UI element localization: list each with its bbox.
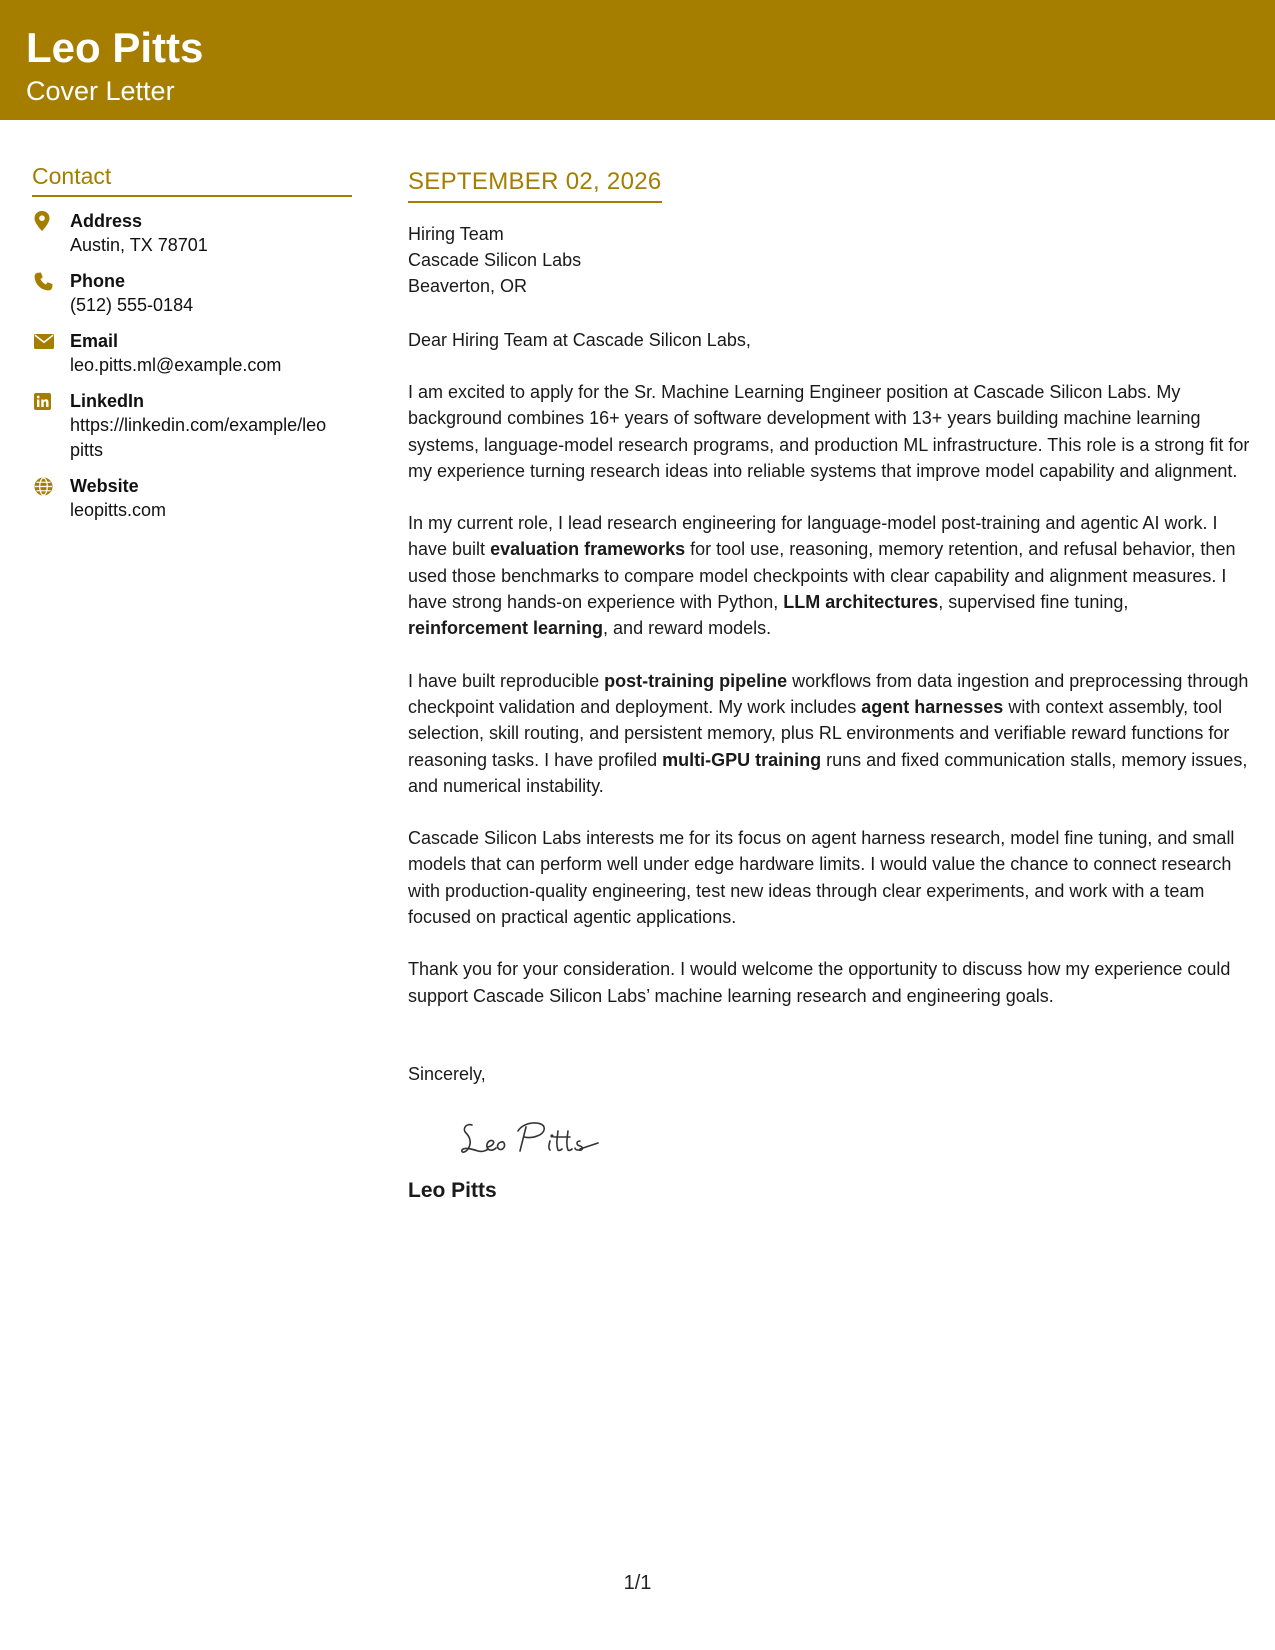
contact-value-line2: pitts — [70, 440, 104, 460]
contact-item-phone — [32, 269, 352, 318]
contact-value: (512) 555-0184 — [70, 295, 194, 315]
header-banner — [0, 0, 1275, 120]
recipient-block — [408, 221, 1253, 299]
paragraph-text: , supervised fine tuning, — [938, 592, 1129, 613]
handwritten-signature — [458, 1113, 1253, 1163]
salutation: Dear Hiring Team at Cascade Silicon Labs, — [408, 330, 751, 350]
keyword-highlight: agent harnesses — [861, 696, 1004, 717]
recipient-line: Cascade Silicon Labs — [408, 250, 582, 270]
keyword-highlight: post-training pipeline — [604, 670, 788, 691]
paragraph-2 — [408, 510, 1253, 641]
paragraph-text: with context assembly, tool selection, skill routing, and persistent memory, plus RL environments and verifiable reward functions for reasoning tasks. I have profiled — [408, 696, 1230, 770]
contact-label: Phone — [70, 271, 126, 291]
letter-date: SEPTEMBER 02, 2026 — [408, 166, 662, 203]
contact-label: Email — [70, 331, 119, 351]
paragraph-text: for tool use, reasoning, memory retention, and refusal behavior, then used those benchmarks to compare model checkpoints with clear capability and alignment measures. I have strong hands-on experience with Python, — [408, 539, 1236, 613]
contact-value: leo.pitts.ml@example.com — [70, 355, 282, 375]
paragraph-text: , and reward models. — [603, 618, 772, 639]
paragraph-text: In my current role, I lead research engineering for language-model post-training and agentic AI work. I have built — [408, 513, 1218, 560]
paragraph-3 — [408, 668, 1253, 799]
contact-sidebar — [32, 161, 352, 534]
contact-value: leopitts.com — [70, 500, 167, 520]
contact-item-email — [32, 329, 352, 378]
globe-icon — [32, 474, 70, 498]
paragraph-text: runs and fixed communication stalls, memory issues, and numerical instability. — [408, 749, 1248, 796]
keyword-highlight: evaluation frameworks — [490, 539, 686, 560]
applicant-name: Leo Pitts — [26, 24, 204, 71]
paragraph-5: Thank you for your consideration. I would welcome the opportunity to discuss how my experience could support Cascade Silicon Labs’ machine learning research and engineering goals. — [408, 959, 1231, 1006]
envelope-icon — [32, 329, 70, 353]
contact-item-website — [32, 474, 352, 523]
contact-section-title: Contact — [32, 161, 352, 197]
contact-label: Address — [70, 211, 143, 231]
map-pin-icon — [32, 209, 70, 233]
recipient-line: Beaverton, OR — [408, 276, 528, 296]
signed-name: Leo Pitts — [408, 1178, 497, 1202]
paragraph-text: I have built reproducible — [408, 670, 605, 691]
document-subtitle: Cover Letter — [26, 76, 175, 106]
contact-label: LinkedIn — [70, 391, 145, 411]
keyword-highlight: reinforcement learning — [408, 618, 604, 639]
keyword-highlight: multi-GPU training — [662, 749, 822, 770]
closing: Sincerely, — [408, 1063, 486, 1084]
letter-body — [408, 166, 1253, 1205]
contact-value-line1: https://linkedin.com/example/leo — [70, 415, 327, 435]
paragraph-4: Cascade Silicon Labs interests me for its focus on agent harness research, model fine tuning, and small models that can perform well under edge hardware limits. I would value the chance to connect research with production-quality engineering, test new ideas through clear experiments, and work with a team focused on practical agentic applications. — [408, 828, 1235, 928]
paragraph-1: I am excited to apply for the Sr. Machine Learning Engineer position at Cascade Silicon Labs. My background combines 16+ years of software development with 13+ years building machine learning systems, language-model research programs, and production ML infrastructure. This role is a strong fit for my experience turning research ideas into reliable systems that improve model capability and alignment. — [408, 382, 1250, 481]
linkedin-icon — [32, 389, 70, 413]
paragraph-text: workflows from data ingestion and preprocessing through checkpoint validation and deployment. My work includes — [408, 670, 1249, 717]
contact-label: Website — [70, 476, 139, 496]
contact-item-linkedin — [32, 389, 352, 463]
page-number: 1/1 — [623, 1572, 652, 1594]
contact-item-address — [32, 209, 352, 258]
keyword-highlight: LLM architectures — [783, 592, 939, 613]
contact-value: Austin, TX 78701 — [70, 235, 208, 255]
phone-icon — [32, 269, 70, 293]
recipient-line: Hiring Team — [408, 224, 504, 244]
